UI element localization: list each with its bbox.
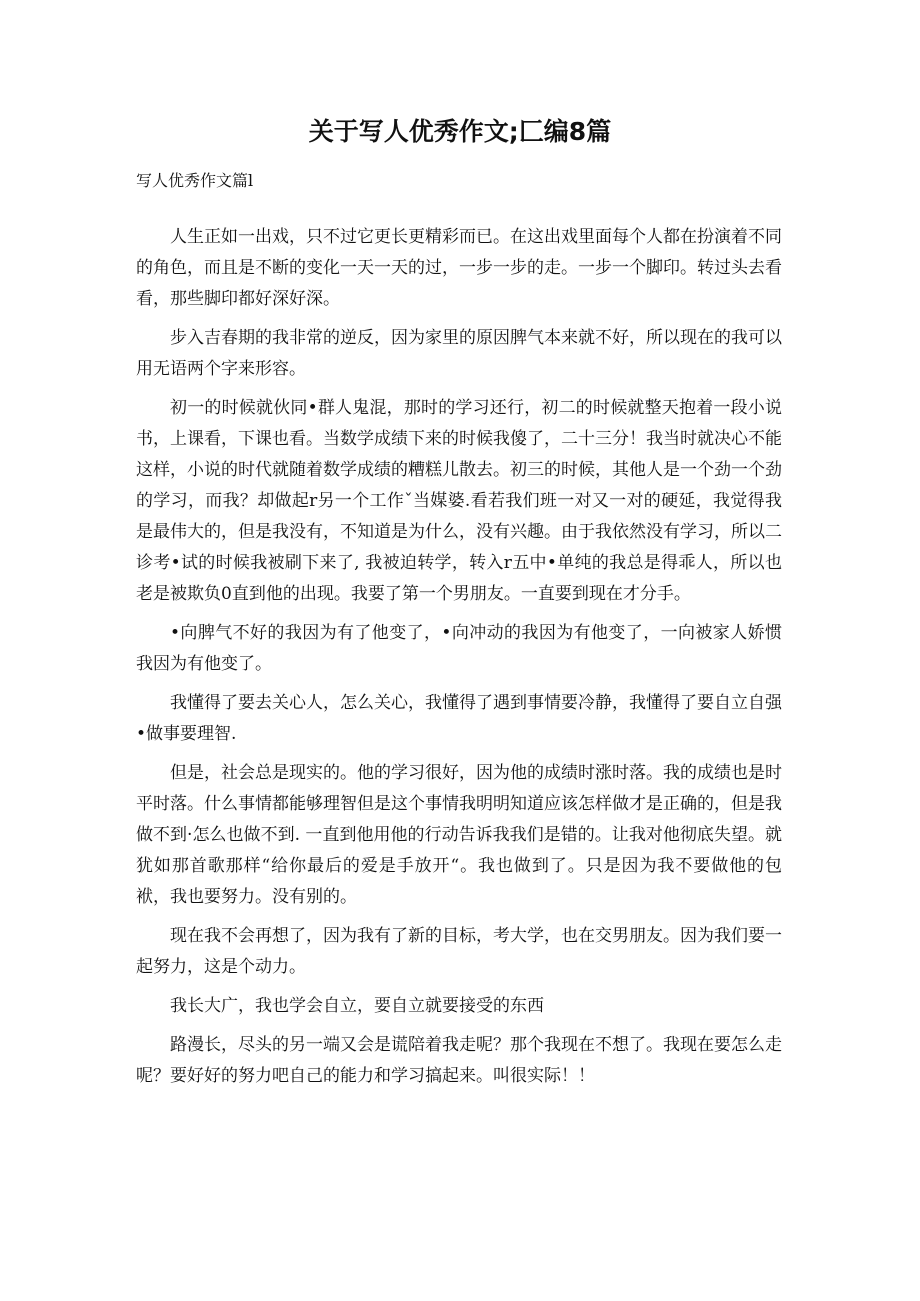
paragraph: 人生正如一出戏，只不过它更长更精彩而已。在这出戏里面每个人都在扮演着不同的角色，而且是不断的变化一天一天的过，一步一步的走。一步一个脚印。转过头去看看，那些脚印都好深好深。 — [136, 227, 782, 309]
paragraph: 步入吉春期的我非常的逆反，因为家里的原因脾气本来就不好，所以现在的我可以用无语两个字来形容。 — [136, 328, 782, 379]
document-body — [136, 222, 782, 1100]
paragraph: •向脾气不好的我因为有了他变了，•向冲动的我因为有他变了，一向被家人娇惯我因为有他变了。 — [136, 623, 782, 674]
document-title: 关于写人优秀作文;匚编8篇 — [308, 117, 612, 146]
paragraph: 我懂得了要去关心人，怎么关心，我懂得了遇到事情要冷静，我懂得了要自立自强•做事要理智. — [136, 693, 782, 744]
paragraph: 初一的时候就伙同•群人鬼混，那时的学习还行，初二的时候就整天抱着一段小说书，上课看，下课也看。当数学成绩下来的时候我傻了，二十三分！我当时就决心不能这样，小说的时代就随着数学成绩的糟糕儿散去。初三的时候，其他人是一个劲一个劲的学习，而我？却做起r另一个工作ˇ当媒婆.看若我们班一对又一对的硬延，我觉得我是最伟大的，但是我没有，不知道是为什么，没有兴趣。由于我依然没有学习，所以二诊考•试的时候我被刷下来了, 我被迫转学，转入r五中•单纯的我总是得乖人，所以也老是被欺负0直到他的出现。我要了第一个男朋友。一直要到现在才分手。 — [136, 398, 782, 604]
paragraph: 路漫长，尽头的另一端又会是谎陪着我走呢？那个我现在不想了。我现在要怎么走呢？要好好的努力吧自己的能力和学习搞起来。叫很实际！！ — [136, 1035, 782, 1086]
paragraph: 但是，社会总是现实的。他的学习很好，因为他的成绩时涨时落。我的成绩也是时平时落。什么事情都能够理智但是这个事情我明明知道应该怎样做才是正确的，但是我做不到·怎么也做不到. 一直到他用他的行动告诉我我们是错的。让我对他彻底失望。就犹如那首歌那样“给你最后的爱是手放开“。我也做到了。只是因为我不要做他的包袱，我也要努力。没有别的。 — [136, 763, 782, 907]
paragraph: 现在我不会再想了，因为我有了新的目标，考大学，也在交男朋友。因为我们要一起努力，这是个动力。 — [136, 926, 782, 977]
paragraph: 我长大广，我也学会自立，要自立就要接受的东西 — [170, 996, 544, 1016]
section-heading: 写人优秀作文篇l — [136, 171, 254, 190]
